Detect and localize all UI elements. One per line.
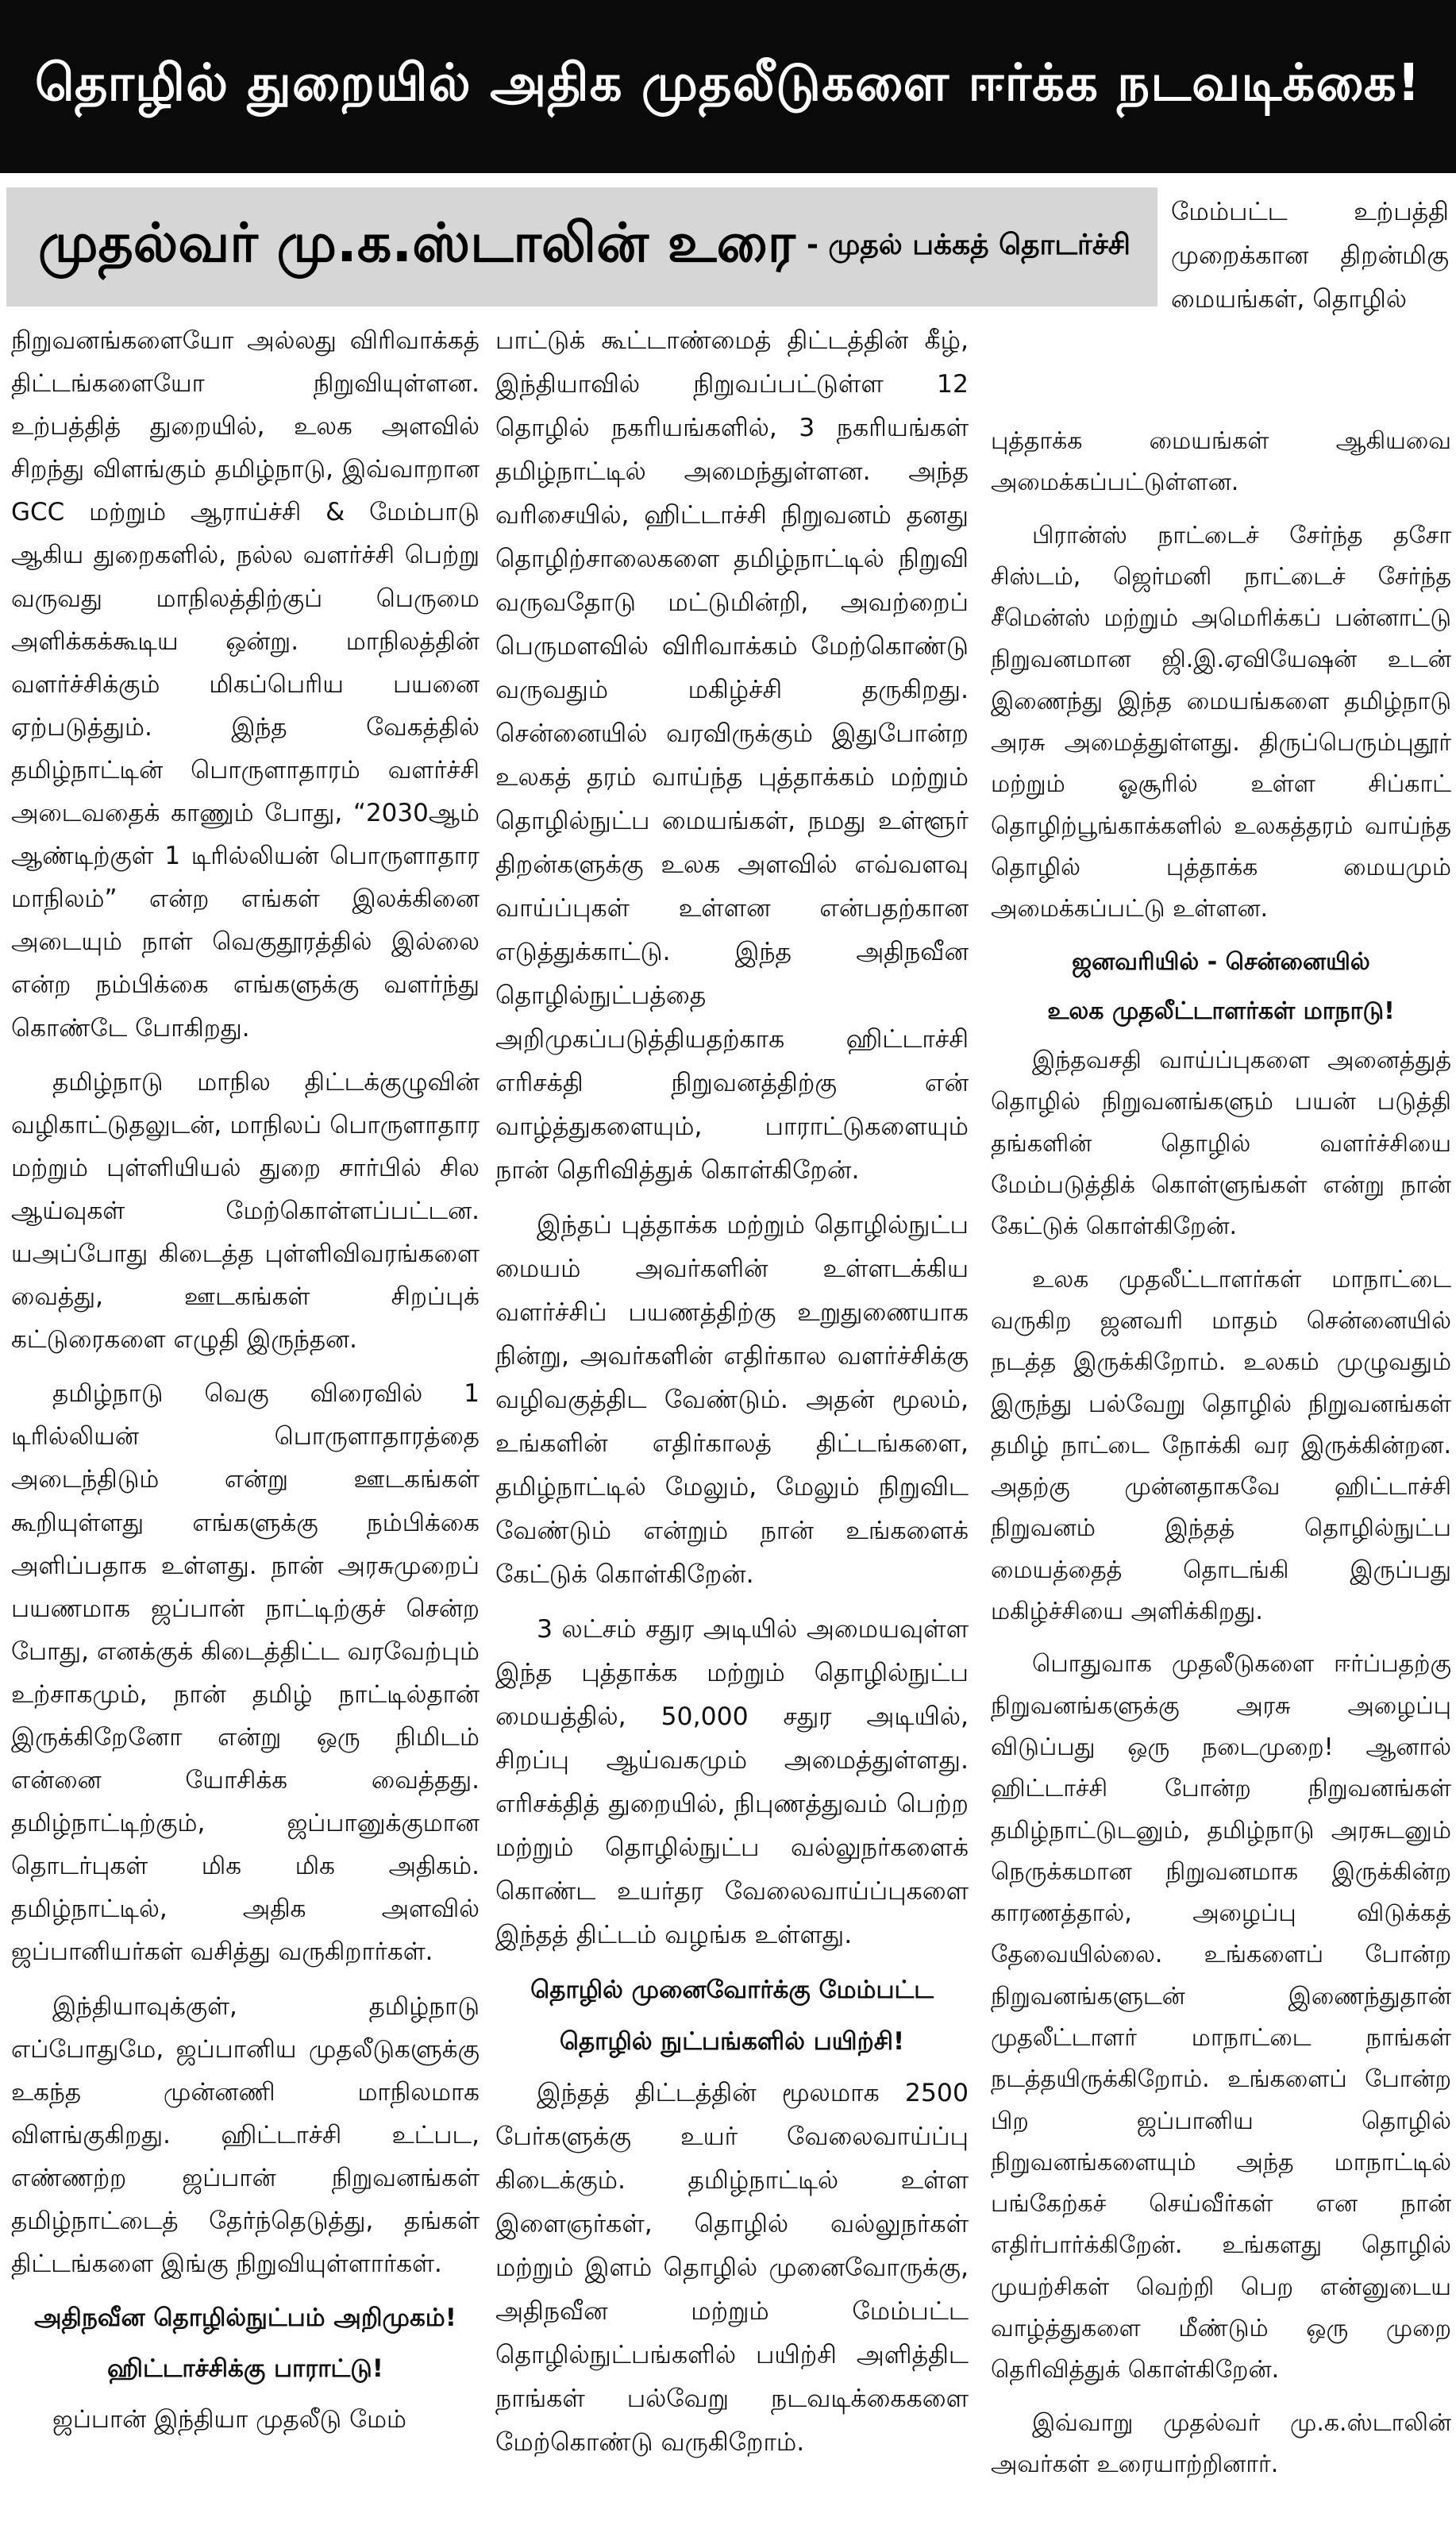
paragraph: நிறுவனங்களையோ அல்லது விரிவாக்கத் திட்டங்களையோ நிறுவியுள்ளன. உற்பத்தித் துறையில், உலக அளவில் சிறந்து விளங்கும் தமிழ்நாடு, இவ்வாறான GCC மற்றும் ஆராய்ச்சி & மேம்பாடு ஆகிய துறைகளில், நல்ல வளர்ச்சி பெற்று வருவது மாநிலத்திற்குப் பெருமை அளிக்கக்கூடிய ஒன்று. மாநிலத்தின் வளர்ச்சிக்கும் மிகப்பெரிய பயனை ஏற்படுத்தும். இந்த வேகத்தில் தமிழ்நாட்டின் பொருளாதாரம் வளர்ச்சி அடைவதைக் காணும் போது, “2030ஆம் ஆண்டிற்குள் 1 டிரில்லியன் பொருளாதார மாநிலம்” என்ற எங்கள் இலக்கினை அடையும் நாள் வெகுதூரத்தில் இல்லை என்ற நம்பிக்கை எங்களுக்கு வளர்ந்து கொண்டே போகிறது.: [11, 326, 480, 1043]
section-heading: அதிநவீன தொழில்நுட்பம் அறிமுகம்!: [34, 2304, 456, 2333]
column3-top-text: மேம்பட்ட உற்பத்தி முறைக்கான திறன்மிகு மையங்கள், தொழில்: [1171, 198, 1449, 314]
section-heading: ஜனவரியில் - சென்னையில்: [1072, 947, 1370, 976]
subheadline-tail: - முதல் பக்கத் தொடர்ச்சி: [806, 229, 1131, 261]
column3-top: [1171, 191, 1449, 322]
subheadline-box: [6, 187, 1157, 307]
column-1: [11, 319, 480, 2453]
section-heading: உலக முதலீட்டாளர்கள் மாநாடு!: [1047, 997, 1395, 1025]
paragraph: தமிழ்நாடு வெகு விரைவில் 1 டிரில்லியன் பொருளாதாரத்தை அடைந்திடும் என்று ஊடகங்கள் கூறியுள்ளது எங்களுக்கு நம்பிக்கை அளிப்பதாக உள்ளது. நான் அரசுமுறைப் பயணமாக ஜப்பான் நாட்டிற்குச் சென்ற போது, எனக்குக் கிடைத்திட்ட வரவேற்பும் உற்சாகமும், நான் தமிழ் நாட்டில்தான் இருக்கிறேனோ என்று ஒரு நிமிடம் என்னை யோசிக்க வைத்தது. தமிழ்நாட்டிற்கும், ஜப்பானுக்குமான தொடர்புகள் மிக மிக அதிகம். தமிழ்நாட்டில், அதிக அளவில் ஜப்பானியர்கள் வசித்து வருகிறார்கள்.: [11, 1379, 480, 1967]
paragraph: தமிழ்நாடு மாநில திட்டக்குழுவின் வழிகாட்டுதலுடன், மாநிலப் பொருளாதார மற்றும் புள்ளியியல் துறை சார்பில் சில ஆய்வுகள் மேற்கொள்ளப்பட்டன. யஅப்போது கிடைத்த புள்ளிவிவரங்களை வைத்து, ஊடகங்கள் சிறப்புக் கட்டுரைகளை எழுதி இருந்தன.: [11, 1067, 480, 1355]
paragraph: உலக முதலீட்டாளர்கள் மாநாட்டை வருகிற ஜனவரி மாதம் சென்னையில் நடத்த இருக்கிறோம். உலகம் முழுவதும் இருந்து பல்வேறு தொழில் நிறுவனங்கள் தமிழ் நாட்டை நோக்கி வர இருக்கின்றன. அதற்கு முன்னதாகவே ஹிட்டாச்சி நிறுவனம் இந்தத் தொழில்நுட்ப மையத்தைத் தொடங்கி இருப்பது மகிழ்ச்சியை அளிக்கிறது.: [991, 1265, 1451, 1626]
paragraph: 3 லட்சம் சதுர அடியில் அமையவுள்ள இந்த புத்தாக்க மற்றும் தொழில்நுட்ப மையத்தில், 50,000 சதுர அடியில், சிறப்பு ஆய்வகமும் அமைத்துள்ளது. எரிசக்தித் துறையில், நிபுணத்துவம் பெற்ற மற்றும் தொழில்நுட்ப வல்லுநர்களைக் கொண்ட உயர்தர வேலைவாய்ப்புகளை இந்தத் திட்டம் வழங்க உள்ளது.: [495, 1615, 969, 1949]
paragraph: பொதுவாக முதலீடுகளை ஈர்ப்பதற்கு நிறுவனங்களுக்கு அரசு அழைப்பு விடுப்பது ஒரு நடைமுறை! ஆனால் ஹிட்டாச்சி போன்ற நிறுவனங்கள் தமிழ்நாட்டுடனும், தமிழ்நாடு அரசுடனும் நெருக்கமான நிறுவனமாக இருக்கின்ற காரணத்தால், அழைப்பு விடுக்கத் தேவையில்லை. உங்களைப் போன்ற நிறுவனங்களுடன் இணைந்துதான் முதலீட்டாளர் மாநாட்டை நாங்கள் நடத்தயிருக்கிறோம். உங்களைப் போன்ற பிற ஜப்பானிய தொழில் நிறுவனங்களையும் அந்த மாநாட்டில் பங்கேற்கச் செய்வீர்கள் என நான் எதிர்பார்க்கிறேன். உங்களது தொழில் முயற்சிகள் வெற்றி பெற என்னுடைய வாழ்த்துகளை மீண்டும் ஒரு முறை தெரிவித்துக் கொள்கிறேன்.: [991, 1650, 1451, 2385]
paragraph: இவ்வாறு முதல்வர் மு.க.ஸ்டாலின் அவர்கள் உரையாற்றினார்.: [991, 2408, 1451, 2478]
section-heading: தொழில் முனைவோர்க்கு மேம்பட்ட: [530, 1976, 934, 2004]
headline: தொழில் துறையில் அதிக முதலீடுகளை ஈர்க்க நடவடிக்கை!: [35, 54, 1421, 113]
column-3: [991, 421, 1451, 2496]
paragraph: இந்தப் புத்தாக்க மற்றும் தொழில்நுட்ப மையம் அவர்களின் உள்ளடக்கிய வளர்ச்சிப் பயணத்திற்கு உறுதுணையாக நின்று, அவர்களின் எதிர்கால வளர்ச்சிக்கு வழிவகுத்திட வேண்டும். அதன் மூலம், உங்களின் எதிர்காலத் திட்டங்களை, தமிழ்நாட்டில் மேலும், மேலும் நிறுவிட வேண்டும் என்றும் நான் உங்களைக் கேட்டுக் கொள்கிறேன்.: [495, 1211, 969, 1589]
section-heading: ஹிட்டாச்சிக்கு பாராட்டு!: [107, 2354, 383, 2384]
subheadline-main: முதல்வர் மு.க.ஸ்டாலின் உரை: [38, 212, 795, 275]
paragraph: இந்தியாவுக்குள், தமிழ்நாடு எப்போதுமே, ஜப்பானிய முதலீடுகளுக்கு உகந்த முன்னணி மாநிலமாக விளங்குகிறது. ஹிட்டாச்சி உட்பட, எண்ணற்ற ஜப்பான் நிறுவனங்கள் தமிழ்நாட்டைத் தேர்ந்தெடுத்து, தங்கள் திட்டங்களை இங்கு நிறுவியுள்ளார்கள்.: [11, 1991, 480, 2279]
paragraph: ஜப்பான் இந்தியா முதலீடு மேம்: [52, 2405, 406, 2435]
paragraph: பாட்டுக் கூட்டாண்மைத் திட்டத்தின் கீழ், இந்தியாவில் நிறுவப்பட்டுள்ள 12 தொழில் நகரியங்களில், 3 நகரியங்கள் தமிழ்நாட்டில் அமைந்துள்ளன. அந்த வரிசையில், ஹிட்டாச்சி நிறுவனம் தனது தொழிற்சாலைகளை தமிழ்நாட்டில் நிறுவி வருவதோடு மட்டுமின்றி, அவற்றைப் பெருமளவில் விரிவாக்கம் மேற்கொண்டு வருவதும் மகிழ்ச்சி தருகிறது. சென்னையில் வரவிருக்கும் இதுபோன்ற உலகத் தரம் வாய்ந்த புத்தாக்கம் மற்றும் தொழில்நுட்ப மையங்கள், நமது உள்ளூர் திறன்களுக்கு உலக அளவில் எவ்வளவு வாய்ப்புகள் உள்ளன என்பதற்கான எடுத்துக்காட்டு. இந்த அதிநவீன தொழில்நுட்பத்தை அறிமுகப்படுத்தியதற்காக ஹிட்டாச்சி எரிசக்தி நிறுவனத்திற்கு என் வாழ்த்துகளையும், பாராட்டுகளையும் நான் தெரிவித்துக் கொள்கிறேன்.: [495, 326, 969, 1185]
column-2: [495, 319, 969, 2476]
paragraph: பிரான்ஸ் நாட்டைச் சேர்ந்த தசோ சிஸ்டம், ஜெர்மனி நாட்டைச் சேர்ந்த சீமென்ஸ் மற்றும் அமெரிக்கப் பன்னாட்டு நிறுவனமான ஜி.இ.ஏவியேஷன் உடன் இணைந்து இந்த மையங்களை தமிழ்நாடு அரசு அமைத்துள்ளது. திருப்பெரும்புதூர் மற்றும் ஓசூரில் உள்ள சிப்காட் தொழிற்பூங்காக்களில் உலகத்தரம் வாய்ந்த தொழில் புத்தாக்க மையமும் அமைக்கப்பட்டு உள்ளன.: [991, 521, 1451, 923]
headline-banner: [0, 0, 1456, 173]
section-heading: தொழில் நுட்பங்களில் பயிற்சி!: [559, 2027, 905, 2056]
paragraph: புத்தாக்க மையங்கள் ஆகியவை அமைக்கப்பட்டுள்ளன.: [991, 427, 1451, 497]
paragraph: இந்தவசதி வாய்ப்புகளை அனைத்துத் தொழில் நிறுவனங்களும் பயன் படுத்தி தங்களின் தொழில் வளர்ச்சியை மேம்படுத்திக் கொள்ளுங்கள் என்று நான் கேட்டுக் கொள்கிறேன்.: [991, 1047, 1451, 1241]
paragraph: இந்தத் திட்டத்தின் மூலமாக 2500 பேர்களுக்கு உயர் வேலைவாய்ப்பு கிடைக்கும். தமிழ்நாட்டில் உள்ள இளைஞர்கள், தொழில் வல்லுநர்கள் மற்றும் இளம் தொழில் முனைவோருக்கு, அதிநவீன மற்றும் மேம்பட்ட தொழில்நுட்பங்களில் பயிற்சி அளித்திட நாங்கள் பல்வேறு நடவடிக்கைகளை மேற்கொண்டு வருகிறோம்.: [495, 2079, 969, 2457]
